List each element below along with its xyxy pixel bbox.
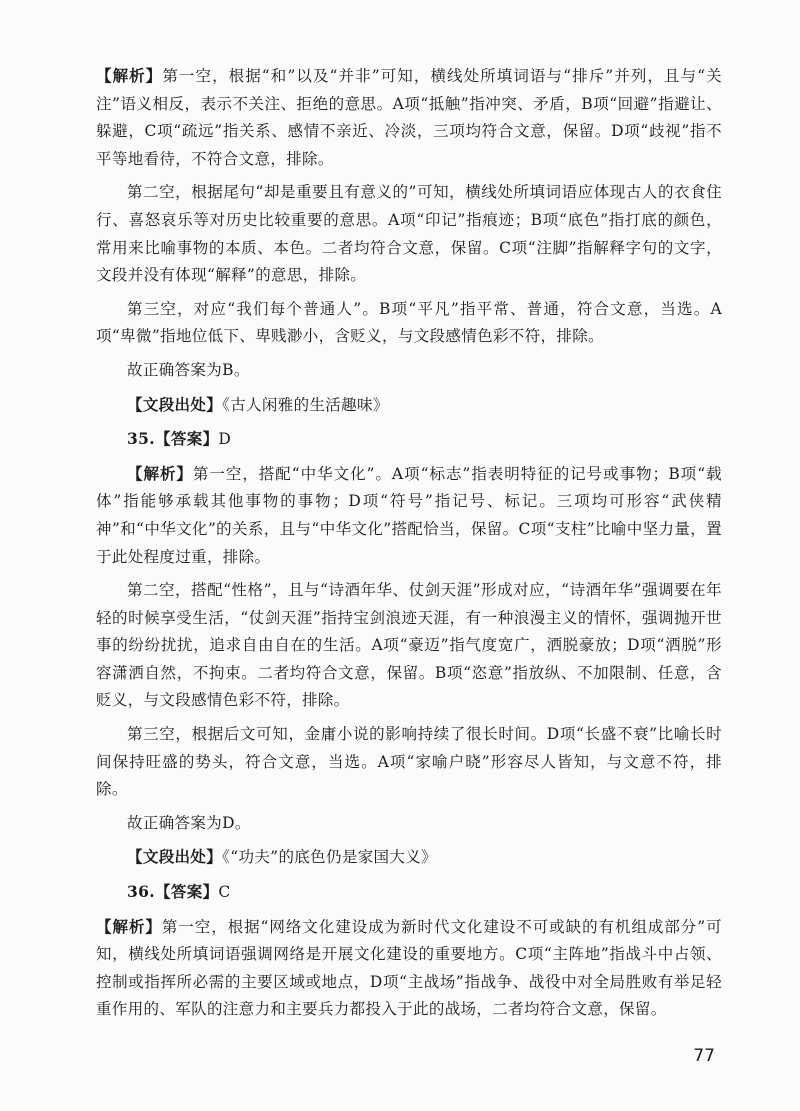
source-title: 《“功夫”的底色仍是家国大义》 bbox=[222, 848, 437, 867]
answer-tag: 36.【答案】 bbox=[127, 882, 219, 902]
page-number: 77 bbox=[693, 1046, 715, 1066]
paragraph-text: 故正确答案为D。 bbox=[127, 813, 251, 832]
source-paragraph bbox=[96, 391, 722, 420]
paragraph-text: 第三空，对应“我们每个普通人”。B项“平凡”指平常、普通，符合文意，当选。A项“卑微”指地位低下、卑贱渺小，含贬义，与文段感情色彩不符，排除。 bbox=[96, 299, 722, 346]
answer-value: C bbox=[218, 883, 231, 902]
paragraph-text: 第三空，根据后文可知，金庸小说的影响持续了很长时间。D项“长盛不衰”比喻长时间保持旺盛的势头，符合文意，当选。A项“家喻户晓”形容尽人皆知，与文意不符，排除。 bbox=[96, 725, 722, 799]
source-tag: 【文段出处】 bbox=[127, 394, 223, 414]
analysis-paragraph-4 bbox=[96, 460, 722, 571]
analysis-paragraph-2 bbox=[96, 179, 722, 289]
answer-tag: 35.【答案】 bbox=[127, 429, 219, 449]
analysis-tag: 【解析】 bbox=[96, 66, 163, 85]
conclusion-paragraph bbox=[96, 810, 722, 838]
analysis-tag: 【解析】 bbox=[127, 463, 193, 483]
analysis-paragraph-5 bbox=[96, 577, 722, 715]
page-content bbox=[96, 62, 722, 1030]
conclusion-paragraph bbox=[96, 357, 722, 385]
analysis-paragraph-1 bbox=[96, 62, 722, 173]
paragraph-text: 故正确答案为B。 bbox=[127, 360, 250, 379]
paragraph-text: 第一空，根据“网络文化建设成为新时代文化建设不可或缺的有机组成部分”可知，横线处所填词语强调网络是开展文化建设的重要地方。C项“主阵地”指战斗中占领、控制或指挥所必需的主要区域或地点，D项“主战场”指战争、战役中对全局胜败有举足轻重作用的、军队的注意力和主要兵力都投入于此的战场，二者均符合文意，保留。 bbox=[96, 917, 722, 1019]
answer-heading-35 bbox=[96, 425, 722, 454]
paragraph-text: 第二空，根据尾句“却是重要且有意义的”可知，横线处所填词语应体现古人的衣食住行、喜怒哀乐等对历史比较重要的意思。A项“印记”指痕迹；B项“底色”指打底的颜色，常用来比喻事物的本质、本色。二者均符合文意，保留。C项“注脚”指解释字句的文字，文段并没有体现“解释”的意思，排除。 bbox=[96, 183, 722, 285]
answer-heading-36 bbox=[96, 878, 722, 907]
analysis-paragraph-3 bbox=[96, 296, 722, 351]
paragraph-text: 第一空，根据“和”以及“并非”可知，横线处所填词语与“排斥”并列，且与“关注”语义相反，表示不关注、拒绝的意思。A项“抵触”指冲突、矛盾，B项“回避”指避让、躲避，C项“疏远”指关系、感情不亲近、冷淡，三项均符合文意，保留。D项“歧视”指不平等地看待，不符合文意，排除。 bbox=[96, 67, 723, 168]
answer-value: D bbox=[218, 430, 232, 449]
paragraph-text: 第二空，搭配“性格”，且与“诗酒年华、仗剑天涯”形成对应，“诗酒年华”强调要在年轻的时候享受生活，“仗剑天涯”指持宝剑浪迹天涯，有一种浪漫主义的情怀，强调抛开世事的纷纷扰扰，追求自由自在的生活。A项“豪迈”指气度宽广，洒脱豪放；D项“洒脱”形容潇洒自然，不拘束。二者均符合文意，保留。B项“恣意”指放纵、不加限制、任意，含贬义，与文段感情色彩不符，排除。 bbox=[96, 581, 722, 710]
source-tag: 【文段出处】 bbox=[127, 847, 223, 867]
paragraph-text: 第一空，搭配“中华文化”。A项“标志”指表明特征的记号或事物；B项“载体”指能够承载其他事物的事物；D项“符号”指记号、标记。三项均可形容“武侠精神”和“中华文化”的关系，且与“中华文化”搭配恰当，保留。C项“支柱”比喻中坚力量，置于此处程度过重，排除。 bbox=[96, 464, 722, 566]
analysis-paragraph-6 bbox=[96, 721, 722, 804]
analysis-tag: 【解析】 bbox=[96, 916, 162, 936]
source-title: 《古人闲雅的生活趣味》 bbox=[222, 395, 389, 414]
source-paragraph bbox=[96, 843, 722, 872]
analysis-paragraph-7 bbox=[96, 913, 722, 1024]
